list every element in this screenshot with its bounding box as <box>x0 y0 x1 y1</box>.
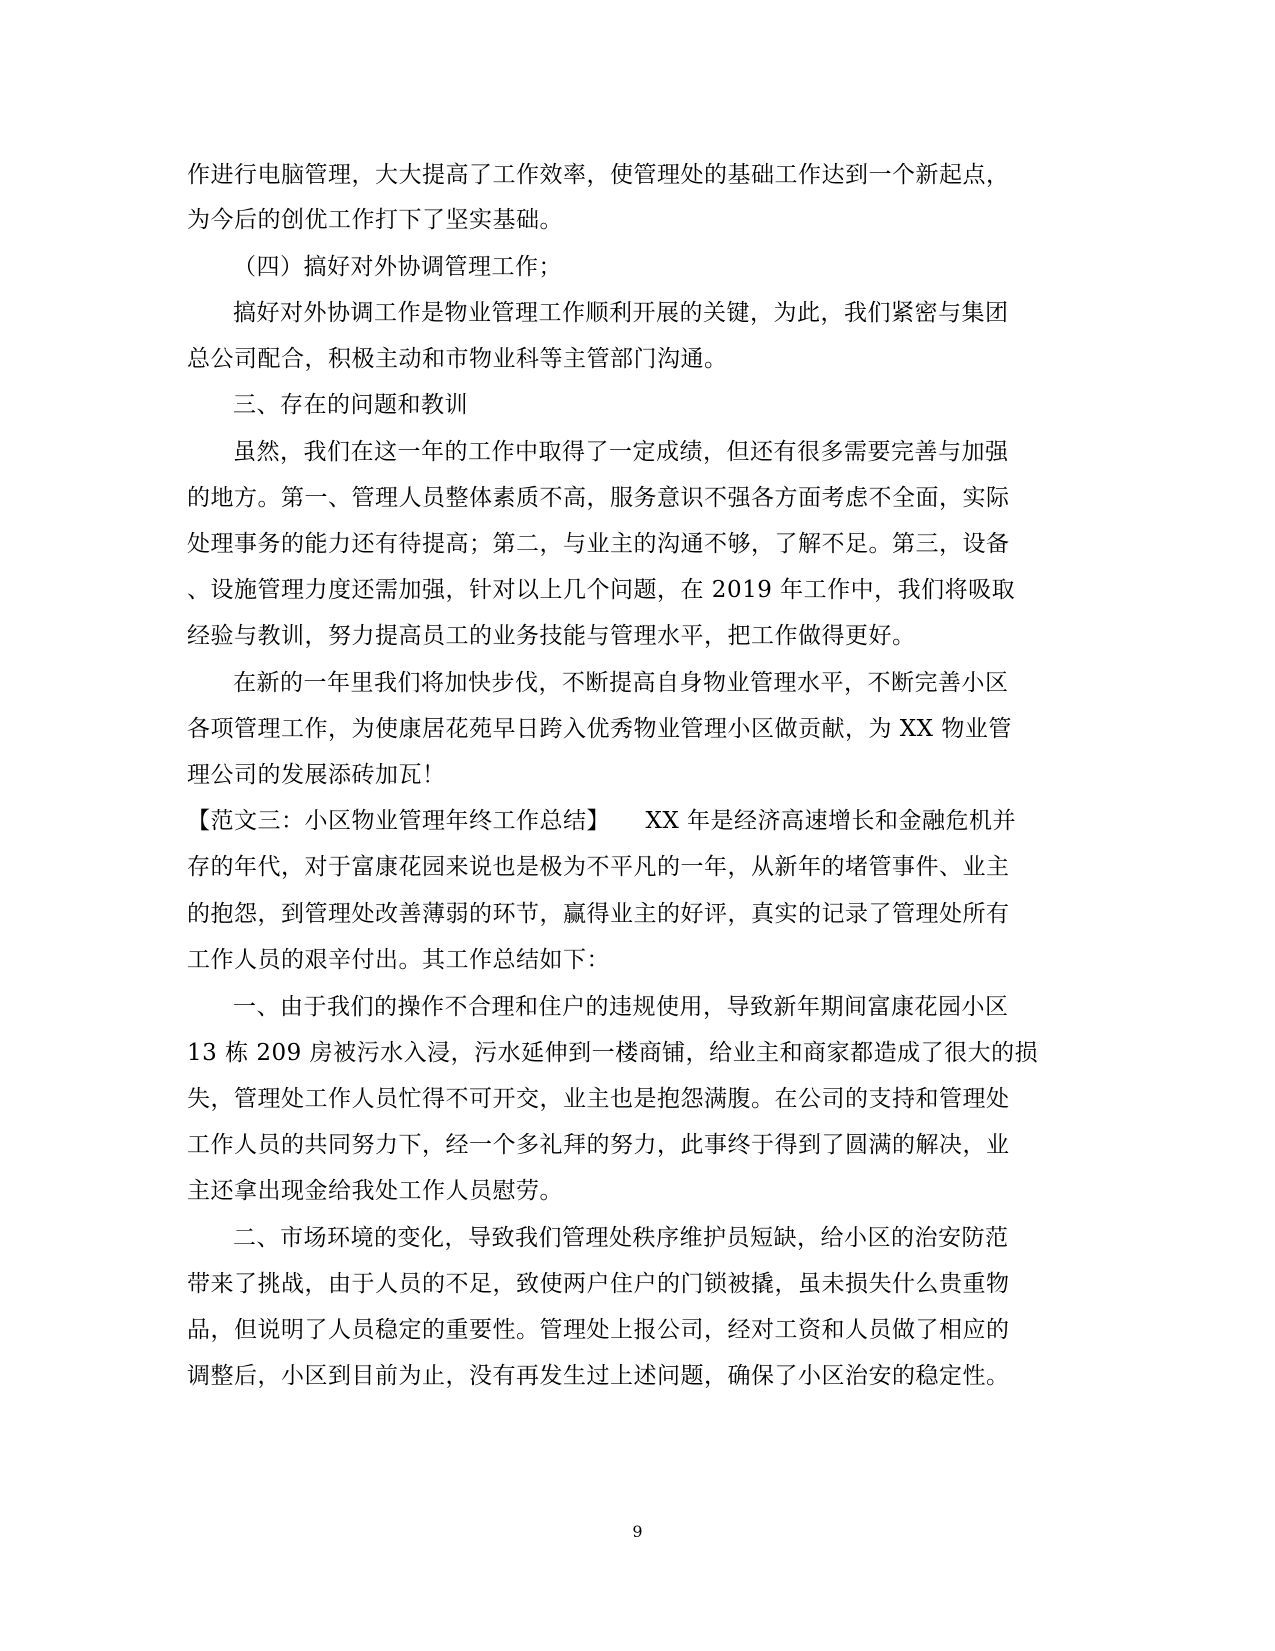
text-line: 13 栋 209 房被污水入浸，污水延伸到一楼商铺，给业主和商家都造成了很大的损 <box>187 1040 1039 1066</box>
text-line: 理公司的发展添砖加瓦！ <box>187 762 446 788</box>
text-line: 主还拿出现金给我处工作人员慰劳。 <box>187 1178 563 1204</box>
text-line: 在新的一年里我们将加快步伐，不断提高自身物业管理水平，不断完善小区 <box>233 670 1009 696</box>
text-line: 的抱怨，到管理处改善薄弱的环节，赢得业主的好评，真实的记录了管理处所有 <box>187 901 1010 927</box>
article-title-line: 【范文三：小区物业管理年终工作总结】 XX 年是经济高速增长和金融危机并 <box>187 808 1017 834</box>
text-line: 调整后，小区到目前为止，没有再发生过上述问题，确保了小区治安的稳定性。 <box>187 1363 1010 1389</box>
text-line: 失，管理处工作人员忙得不可开交，业主也是抱怨满腹。在公司的支持和管理处 <box>187 1086 1010 1112</box>
text-line: 的地方。第一、管理人员整体素质不高，服务意识不强各方面考虑不全面，实际 <box>187 485 1010 511</box>
page-number: 9 <box>632 1522 643 1541</box>
text-line: 工作人员的艰辛付出。其工作总结如下： <box>187 947 610 973</box>
text-line: 作进行电脑管理，大大提高了工作效率，使管理处的基础工作达到一个新起点， <box>187 162 1010 188</box>
text-line: 二、市场环境的变化，导致我们管理处秩序维护员短缺，给小区的治安防范 <box>233 1225 1009 1251</box>
text-line: 存的年代，对于富康花园来说也是极为不平凡的一年，从新年的堵管事件、业主 <box>187 854 1010 880</box>
text-line: 各项管理工作，为使康居花苑早日跨入优秀物业管理小区做贡献，为 XX 物业管 <box>187 716 1012 742</box>
section-heading: 三、存在的问题和教训 <box>233 392 468 418</box>
text-line: 搞好对外协调工作是物业管理工作顺利开展的关键，为此，我们紧密与集团 <box>233 300 1009 326</box>
section-heading: （四）搞好对外协调管理工作； <box>233 254 562 280</box>
text-line: 、设施管理力度还需加强，针对以上几个问题，在 2019 年工作中，我们将吸取 <box>187 577 1016 603</box>
text-line: 经验与教训，努力提高员工的业务技能与管理水平，把工作做得更好。 <box>187 623 916 649</box>
text-line: 品，但说明了人员稳定的重要性。管理处上报公司，经对工资和人员做了相应的 <box>187 1317 1010 1343</box>
text-line: 工作人员的共同努力下，经一个多礼拜的努力，此事终于得到了圆满的解决，业 <box>187 1132 1010 1158</box>
text-line: 一、由于我们的操作不合理和住户的违规使用，导致新年期间富康花园小区 <box>233 994 1009 1020</box>
text-line: 总公司配合，积极主动和市物业科等主管部门沟通。 <box>187 346 728 372</box>
text-line: 为今后的创优工作打下了坚实基础。 <box>187 207 563 233</box>
text-line: 处理事务的能力还有待提高；第二，与业主的沟通不够，了解不足。第三，设备 <box>187 531 1010 557</box>
text-line: 带来了挑战，由于人员的不足，致使两户住户的门锁被撬，虽未损失什么贵重物 <box>187 1271 1010 1297</box>
text-line: 虽然，我们在这一年的工作中取得了一定成绩，但还有很多需要完善与加强 <box>233 439 1009 465</box>
